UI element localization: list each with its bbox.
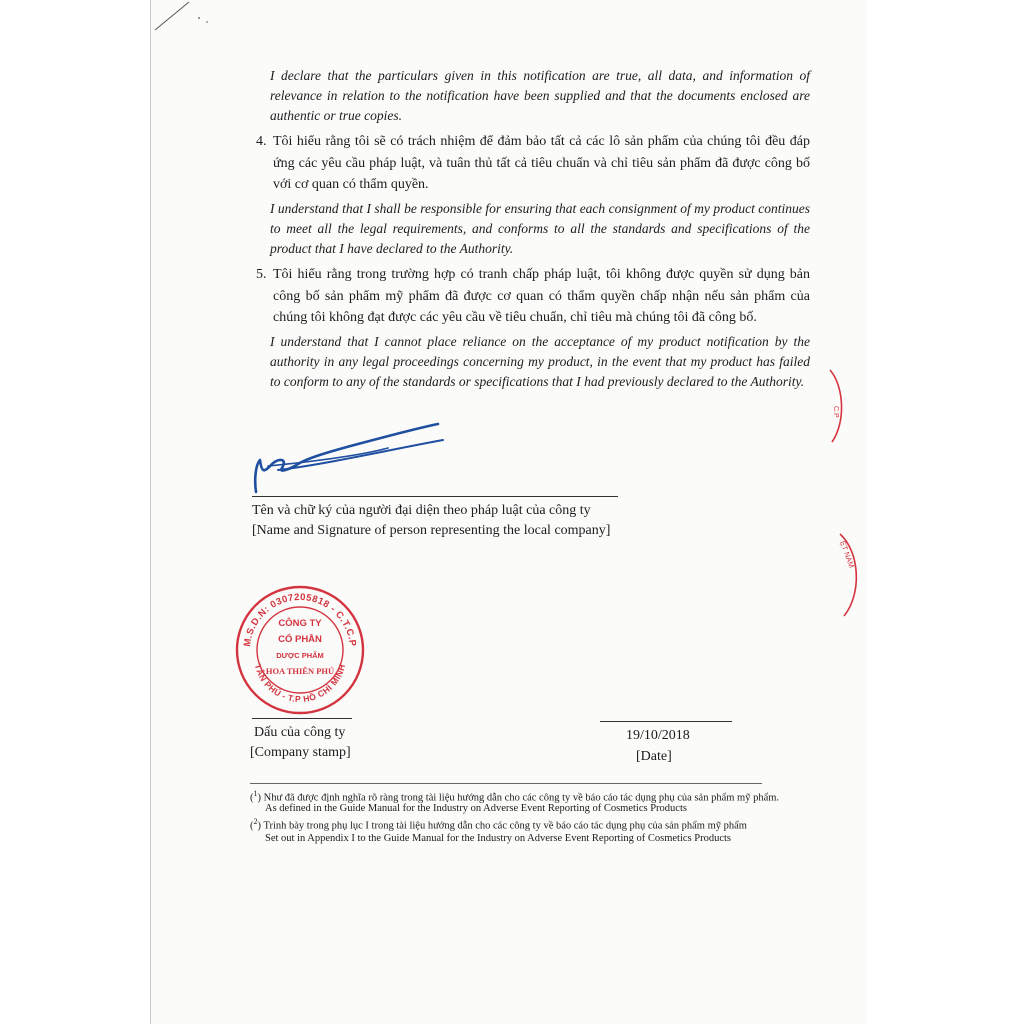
partial-stamp-top-text: C.P — [832, 406, 839, 418]
stamp-line — [252, 718, 352, 719]
company-stamp-label-en: [Company stamp] — [250, 745, 351, 760]
footnote-1-text-en: As defined in the Guide Manual for the Industry on Adverse Event Reporting of Cosmetics Products — [265, 803, 687, 814]
partial-stamp-bottom-text: ỆT NAM — [838, 539, 857, 570]
footnote-2-mark: 2 — [253, 817, 258, 826]
signature-label-vn: Tên và chữ ký của người đại diện theo pháp luật của công ty — [252, 503, 591, 518]
date-value: 19/10/2018 — [626, 728, 690, 743]
item-5-text-en: I understand that I cannot place reliance on the acceptance of my product notification by the authority in any legal proceedings concerning my product, in the event that my product has failed to conform to any of the standards or specifications that I had previously declared to the Authority. — [270, 334, 810, 389]
footnote-1-text-vn: Như đã được định nghĩa rõ ràng trong tài liệu hướng dẫn cho các công ty về báo cáo tác dụng phụ của sản phẩm mỹ phẩm. — [263, 792, 780, 804]
footnote-1-vn: ($^1$) Như đã được định nghĩa rõ ràng trong tài liệu hướng dẫn cho các công ty về báo cáo tác dụng phụ của sản phẩm mỹ phẩm. — [250, 789, 780, 804]
date-label: [Date] — [636, 749, 672, 764]
item-5 — [273, 264, 810, 329]
partial-stamp-bottom — [836, 530, 864, 620]
footnote-1-mark: 1 — [253, 789, 258, 798]
item-number: 5. — [256, 267, 267, 282]
company-stamp — [232, 582, 368, 718]
item-4-translation — [270, 199, 810, 259]
item-4 — [273, 131, 810, 196]
handwritten-signature — [248, 418, 458, 503]
stamp-line-4: HOA THIÊN PHÚ — [265, 666, 335, 676]
stamp-line-2: CỔ PHẦN — [278, 634, 322, 645]
item-5-translation — [270, 332, 810, 392]
item-4-text-vn: Tôi hiểu rằng tôi sẽ có trách nhiệm để đảm bảo tất cả các lô sản phẩm của chúng tôi đều đáp ứng các yêu cầu pháp luật, và tuân thủ tất cả tiêu chuẩn và chỉ tiêu sản phẩm đã được công bố với cơ quan có thẩm quyền. — [273, 134, 810, 192]
footnote-separator — [250, 783, 762, 784]
signature-line — [252, 496, 618, 497]
partial-stamp-top — [826, 366, 850, 446]
footnote-2-vn: ($^2$) Trình bày trong phụ lục I trong tài liệu hướng dẫn cho các công ty về báo cáo tác dụng phụ của sản phẩm mỹ phẩm — [250, 817, 747, 832]
item-4-text-en: I understand that I shall be responsible for ensuring that each consignment of my product continues to meet all the legal requirements, and conforms to all the standards and specifications of the product that I have declared to the Authority. — [270, 201, 810, 256]
stamp-outer-text: M.S.D.N: 0307205818 - C.T.C.P — [242, 591, 358, 648]
date-line — [600, 721, 732, 722]
signature-label-en: [Name and Signature of person representing the local company] — [252, 523, 611, 538]
stamp-outer-bottom: TÂN PHÚ - T.P HỒ CHÍ MINH — [252, 662, 348, 705]
declaration-text-en: I declare that the particulars given in this notification are true, all data, and information of relevance in relation to the notification have been supplied and that the documents enclosed are authentic or true copies. — [270, 68, 810, 123]
footnote-2-text-en: Set out in Appendix I to the Guide Manual for the Industry on Adverse Event Reporting of Cosmetics Products — [265, 833, 732, 844]
item-5-text-vn: Tôi hiểu rằng trong trường hợp có tranh chấp pháp luật, tôi không được quyền sử dụng bản công bố sản phẩm mỹ phẩm đã được cơ quan có thẩm quyền chấp nhận nếu sản phẩm của chúng tôi không đạt được các yêu cầu về tiêu chuẩn, chỉ tiêu mà chúng tôi đã công bố. — [273, 267, 810, 325]
footnote-2-text-vn: Trình bày trong phụ lục I trong tài liệu hướng dẫn cho các công ty về báo cáo tác dụng phụ của sản phẩm mỹ phẩm — [263, 820, 747, 832]
declaration-paragraph — [270, 66, 810, 126]
stamp-line-1: CÔNG TY — [278, 618, 322, 629]
company-stamp-label-vn: Dấu của công ty — [254, 725, 346, 740]
item-number: 4. — [256, 134, 267, 149]
stamp-line-3: DƯỢC PHẨM — [276, 651, 324, 660]
page-corner-fold — [151, 0, 211, 40]
